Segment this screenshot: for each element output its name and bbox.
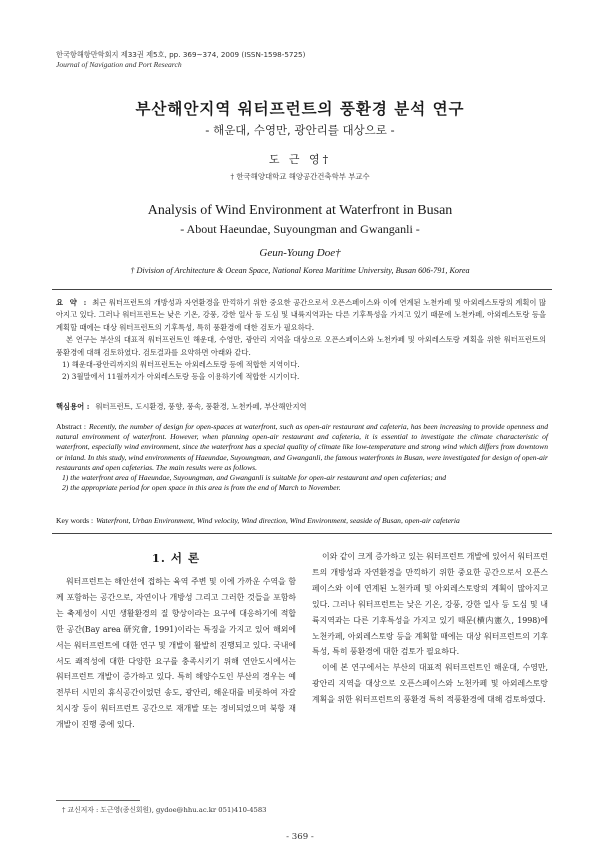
intro-paragraph-1: 워터프런트는 해안선에 접하는 육역 주변 및 이에 가까운 수역을 함께 포함하는 공간으로, 자연이나 개방성 그리고 그러한 것들을 포함하는 축제성이 시민 생활환경의 질 향상이라는 요구에 대응하기에 적합한 공간(Bay area 研究會, 1991)이라는 특징을 가지고 있어 해외에서는 워터프런트에 대한 연구 및 개발이 활발히 진행되고 있다. 국내에서도 쾌적성에 대한 다양한 요구를 충족시키기 위해 연안도시에서는 워터프런트 개발이 증가하고 있다. 특히 해양수도인 부산의 경우는 예전부터 시민의 휴식공간이었던 송도, 광안리, 해운대를 비롯하여 자갈치시장 등이 워터프런트 공간으로 재개발 또는 정비되었으며 북항 재개발이 진행 중에 있다. — [56, 577, 296, 730]
section-divider — [52, 533, 552, 534]
page-number: - 369 - — [286, 832, 314, 842]
intro-right-column — [312, 549, 548, 708]
journal-name-en: Journal of Navigation and Port Research — [56, 60, 182, 69]
abstract-ko-label: 요 약 : — [56, 298, 89, 307]
abstract-en-item1: 1) the waterfront area of Haeundae, Suyoungman, and Gwanganli is suitable for open-air restaurant and open cafeterias; and — [62, 473, 447, 483]
top-divider — [52, 289, 552, 290]
footnote-divider — [56, 800, 140, 801]
keywords-en-text: Waterfront, Urban Environment, Wind velocity, Wind direction, Wind Environment, seaside of Busan, open-air cafeteria — [96, 516, 460, 525]
keywords-ko-label: 핵심용어 : — [56, 402, 90, 411]
abstract-en-text: Recently, the number of design for open-spaces at waterfront, such as open-air restaurant and cafeteria, has been increasing to provide openness and natural environment of waterfront. However, when planning open-air restaurant and cafeteria, it is essential to investigate the climate characteristic of waterfront, especially wind environment, since the waterfront has a special quality of climate like low-temperature and strong wind which differs from downtown or inland. In this study, wind environments of Haeundae, Suyoungman, and Gwanganli, the famous waterfronts in Busan, were investigated for design of open-air restaurants and open cafeterias. The main results were as follows. — [56, 422, 548, 472]
keywords-en-label: Key words : — [56, 516, 94, 525]
abstract-ko-text1: 최근 워터프런트의 개방성과 자연환경을 만끽하기 위한 중요한 공간으로서 오픈스페이스와 이에 연계된 노천카페 및 아외레스토랑의 계획이 많아지고 있다. 그러나 워터프런트는 낮은 기온, 강풍, 강한 일사 등 도심 및 내륙지역과는 다른 기후특성을 가지고 있기 때문에 노천카페, 아외레스토랑 등을 계획할 때에는 대상 워터프런트의 기후특성, 특히 풍환경에 대한 검토가 필요하다. — [56, 298, 546, 332]
abstract-en-label: Abstract : — [56, 422, 86, 431]
intro-paragraph-3: 이에 본 연구에서는 부산의 대표적 워터프런트인 해운대, 수영만, 광안리 지역을 대상으로 오픈스페이스와 노천카페 및 아외레스토랑 계획을 위한 워터프런트의 풍환경 특히 적풍환경에 대해 검토하였다. — [312, 663, 548, 705]
keywords-ko — [56, 402, 546, 412]
corresponding-author-footnote: † 교신저자 : 도근영(종신회원), gydoe@hhu.ac.kr 051)410-4583 — [62, 806, 267, 814]
abstract-ko-item1: 1) 해운대-광안리까지의 워터프런트는 아외레스토랑 등에 적합한 지역이다. — [62, 360, 300, 370]
abstract-en — [56, 422, 548, 493]
paper-subtitle-ko: - 해운대, 수영만, 광안리를 대상으로 - — [205, 123, 395, 137]
abstract-ko-p2: 본 연구는 부산의 대표적 워터프런트인 해운대, 수영만, 광안리 지역을 대상으로 오픈스페이스와 노천카페 및 아외레스토랑 계획을 위한 워터프런트의 풍환경에 대해 검토하였다. 검토결과를 요약하면 아래와 같다. — [56, 335, 546, 357]
abstract-ko-item2: 2) 3월말에서 11월까지가 아외레스토랑 등을 이용하기에 적합한 시기이다. — [62, 372, 300, 382]
author-ko: 도 근 영† — [268, 153, 332, 166]
affiliation-en: † Division of Architecture & Ocean Space, National Korea Maritime University, Busan 606-791, Korea — [130, 266, 470, 275]
intro-paragraph-2: 이와 같이 크게 증가하고 있는 워터프런트 개발에 있어서 워터프런트의 개방성과 자연환경을 만끽하기 위한 중요한 공간으로서 오픈스페이스와 이에 연계된 노천카페 및 아외레스토랑의 계획이 많아지고 있다. 그러나 워터프런트는 낮은 기온, 강풍, 강한 일사 등 도심 및 내륙지역과는 다른 기후특성을 가지고 있기 때문(横内憲久, 1998)에 노천카페, 아외레스토랑 등을 계획할 때에는 대상 워터프런트의 기후특성, 특히 풍환경에 대한 검토가 필요하다. — [312, 552, 548, 657]
section-heading-introduction: 1. 서 론 — [151, 551, 201, 565]
journal-citation: 한국항해항만학회지 제33권 제5호, pp. 369~374, 2009 (ISSN-1598-5725) — [56, 50, 306, 59]
abstract-ko — [56, 297, 546, 384]
paper-title-ko: 부산해안지역 워터프런트의 풍환경 분석 연구 — [135, 99, 465, 118]
paper-subtitle-en: - About Haeundae, Suyoungman and Gwanganli - — [180, 222, 420, 236]
abstract-en-item2: 2) the appropriate period for open space in this area is from the end of March to November. — [62, 483, 341, 493]
keywords-ko-text: 워터프런트, 도시환경, 풍향, 풍속, 풍환경, 노천카페, 부산해안지역 — [95, 402, 307, 411]
paper-title-en: Analysis of Wind Environment at Waterfront in Busan — [147, 203, 453, 218]
abstract-en-body — [56, 422, 548, 473]
abstract-ko-p1 — [56, 297, 546, 334]
author-en: Geun-Young Doe† — [259, 247, 341, 259]
affiliation-ko: † 한국해양대학교 해양공간건축학부 부교수 — [230, 172, 370, 181]
intro-left-column — [56, 574, 296, 733]
keywords-en — [56, 516, 548, 525]
